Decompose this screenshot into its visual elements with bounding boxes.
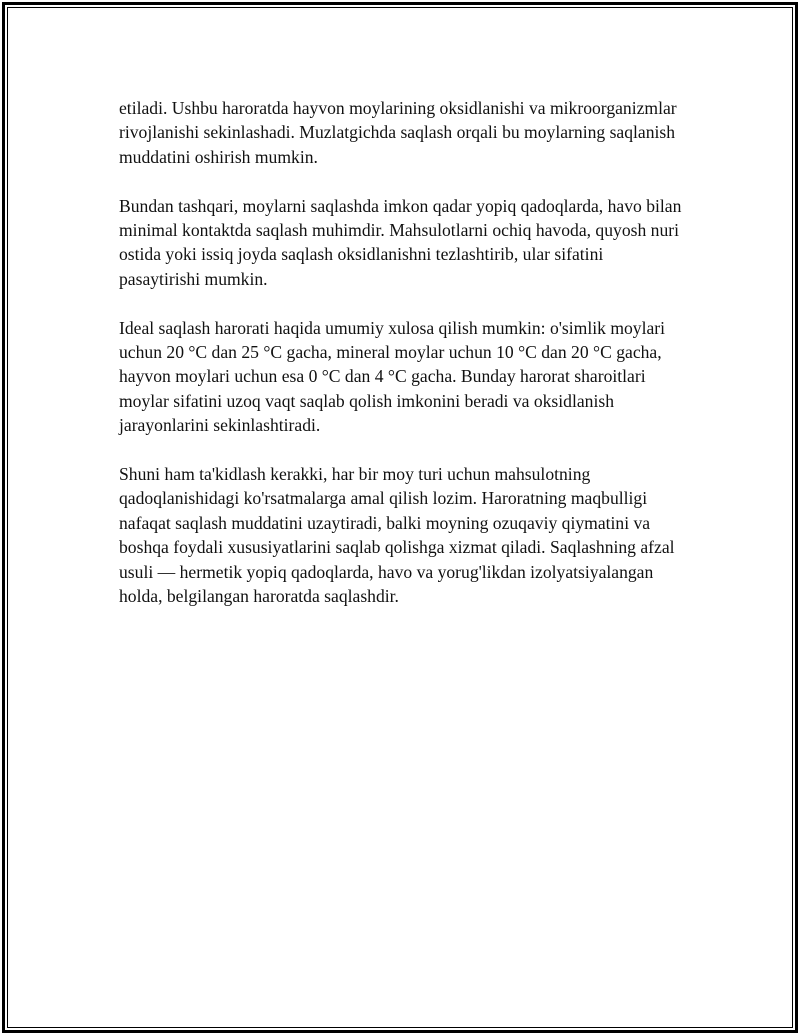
paragraph-4: Shuni ham ta'kidlash kerakki, har bir moy turi uchun mahsulotning qadoqlanishidagi ko'rsatmalarga amal qilish lozim. Haroratning maqbulligi nafaqat saqlash muddatini uzaytiradi, balki moyning ozuqaviy qiymatini va boshqa foydali xususiyatlarini saqlab qolishga xizmat qiladi. Saqlashning afzal usuli — hermetik yopiq qadoqlarda, havo va yorug'likdan izolyatsiyalangan holda, belgilangan haroratda saqlashdir. (119, 464, 675, 607)
document-body (119, 96, 684, 633)
page-frame (2, 2, 798, 1033)
paragraph-1: etiladi. Ushbu haroratda hayvon moylarining oksidlanishi va mikroorganizmlar rivojlanishi sekinlashadi. Muzlatgichda saqlash orqali bu moylarning saqlanish muddatini oshirish mumkin. (119, 98, 677, 167)
paragraph-3: Ideal saqlash harorati haqida umumiy xulosa qilish mumkin: o'simlik moylari uchun 20 °C dan 25 °C gacha, mineral moylar uchun 10 °C dan 20 °C gacha, hayvon moylari uchun esa 0 °C dan 4 °C gacha. Bunday harorat sharoitlari moylar sifatini uzoq vaqt saqlab qolish imkonini beradi va oksidlanish jarayonlarini sekinlashtiradi. (119, 317, 666, 436)
paragraph-2: Bundan tashqari, moylarni saqlashda imkon qadar yopiq qadoqlarda, havo bilan minimal kontaktda saqlash muhimdir. Mahsulotlarni ochiq havoda, quyosh nuri ostida yoki issiq joyda saqlash oksidlanishni tezlashtirib, ular sifatini pasaytirishi mumkin. (119, 195, 682, 289)
